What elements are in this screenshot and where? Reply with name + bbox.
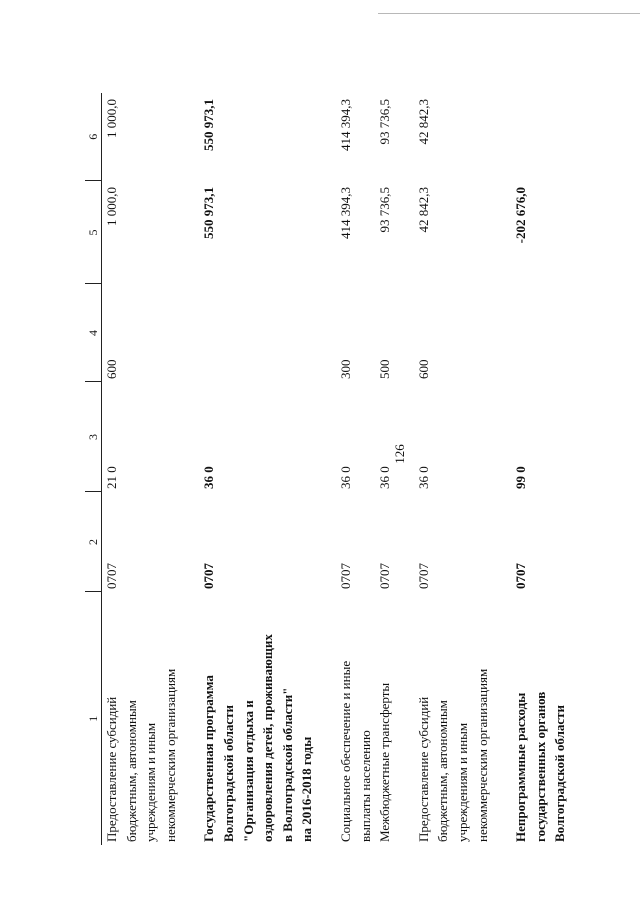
row-name-line: учреждениям и иным (454, 722, 470, 842)
spacer-cell (317, 592, 336, 845)
row-name-line: выплаты населению (357, 730, 373, 842)
row-name-cell (102, 592, 181, 845)
row-name-line: бюджетным, автономным (435, 700, 451, 842)
row-cell-c6: 550 973,1 (201, 99, 217, 151)
header-row (85, 93, 102, 845)
row-cell-c6: 414 394,3 (337, 99, 353, 151)
row-spacer (317, 93, 336, 845)
row-name-line: на 2016-2018 годы (299, 736, 315, 842)
table-row (375, 93, 395, 845)
row-cell-c5: 414 394,3 (337, 187, 353, 239)
row-spacer (180, 93, 199, 845)
spacer-cell (317, 284, 336, 382)
row-name-line: Непрограммные расходы (513, 692, 529, 842)
row-name-line: Социальное обеспечение и иные (337, 660, 353, 842)
row-name-line: оздоровления детей, проживающих (260, 634, 276, 842)
row-name-line: Предоставление субсидий (104, 696, 119, 842)
row-cell-c4 (511, 284, 570, 382)
spacer-cell (492, 93, 511, 181)
budget-table (85, 93, 570, 845)
row-cell-c3: 36 0 (201, 466, 217, 489)
row-cell-c6: 93 736,5 (377, 99, 393, 145)
spacer-cell (180, 93, 199, 181)
table-row (511, 93, 570, 845)
row-name-line: учреждениям и иным (143, 722, 159, 842)
spacer-cell (395, 382, 414, 492)
row-name-line: "Организация отдыха и (240, 700, 256, 842)
spacer-cell (492, 284, 511, 382)
row-name-line: бюджетным, автономным (123, 700, 139, 842)
spacer-cell (180, 492, 199, 592)
row-cell-c6: 42 842,3 (415, 99, 431, 145)
row-cell-c5: 550 973,1 (201, 187, 217, 239)
row-cell-c2: 0707 (513, 563, 529, 589)
row-cell-c6: 1 000,0 (104, 99, 119, 138)
row-name-line: Волгоградской области (220, 704, 236, 842)
spacer-cell (492, 382, 511, 492)
header-cell-2: 2 (85, 492, 102, 592)
header-cell-5: 5 (85, 181, 102, 284)
spacer-cell (180, 181, 199, 284)
row-name-cell (336, 592, 375, 845)
spacer-cell (180, 382, 199, 492)
row-name-line: в Волгоградской области" (279, 687, 295, 842)
row-name-line: Межбюджетные трансферты (377, 682, 393, 842)
row-spacer (492, 93, 511, 845)
table-row (414, 93, 492, 845)
row-cell-c6 (511, 93, 570, 181)
spacer-cell (492, 592, 511, 845)
row-cell-c5: 1 000,0 (104, 187, 119, 226)
row-cell-c5: 93 736,5 (377, 187, 393, 233)
spacer-cell (395, 284, 414, 382)
row-name-line: Предоставление субсидий (415, 696, 431, 842)
row-name-cell (199, 592, 317, 845)
spacer-cell (180, 284, 199, 382)
row-cell-c4: 600 (415, 359, 431, 379)
table-body (85, 93, 570, 845)
table-row (102, 93, 181, 845)
row-spacer (395, 93, 414, 845)
spacer-cell (395, 181, 414, 284)
header-cell-3: 3 (85, 382, 102, 492)
spacer-cell (395, 93, 414, 181)
row-cell-c3: 36 0 (337, 466, 353, 489)
header-cell-6: 6 (85, 93, 102, 181)
spacer-cell (492, 181, 511, 284)
row-cell-c3: 36 0 (377, 466, 393, 489)
row-name-line: Волгоградской области (552, 704, 568, 842)
row-cell-c3: 21 0 (104, 466, 119, 489)
spacer-cell (395, 592, 414, 845)
spacer-cell (317, 181, 336, 284)
table-row (336, 93, 375, 845)
row-name-line: некоммерческим организациям (162, 668, 178, 842)
row-cell-c5: -202 676,0 (513, 187, 529, 244)
row-cell-c4: 600 (104, 359, 119, 379)
row-cell-c2: 0707 (415, 563, 431, 589)
row-name-line: некоммерческим организациям (474, 668, 490, 842)
row-cell-c3: 99 0 (513, 466, 529, 489)
row-name-cell (511, 592, 570, 845)
row-cell-c2: 0707 (337, 563, 353, 589)
table-row (199, 93, 317, 845)
spacer-cell (317, 492, 336, 592)
row-cell-c5: 42 842,3 (415, 187, 431, 233)
row-cell-c4: 300 (337, 359, 353, 379)
header-cell-4: 4 (85, 284, 102, 382)
spacer-cell (317, 382, 336, 492)
row-name-line: Государственная программа (201, 675, 217, 842)
header-cell-1: 1 (85, 592, 102, 845)
row-cell-c2: 0707 (104, 563, 119, 589)
spacer-cell (395, 492, 414, 592)
spacer-cell (492, 492, 511, 592)
spacer-cell (180, 592, 199, 845)
row-name-cell (414, 592, 492, 845)
page-number: 126 (392, 444, 407, 464)
row-name-line: государственных органов (532, 691, 548, 842)
row-cell-c4 (199, 284, 317, 382)
row-cell-c2: 0707 (377, 563, 393, 589)
row-cell-c2: 0707 (201, 563, 217, 589)
row-cell-c4: 500 (377, 359, 393, 379)
row-cell-c3: 36 0 (415, 466, 431, 489)
spacer-cell (317, 93, 336, 181)
row-name-cell (375, 592, 395, 845)
